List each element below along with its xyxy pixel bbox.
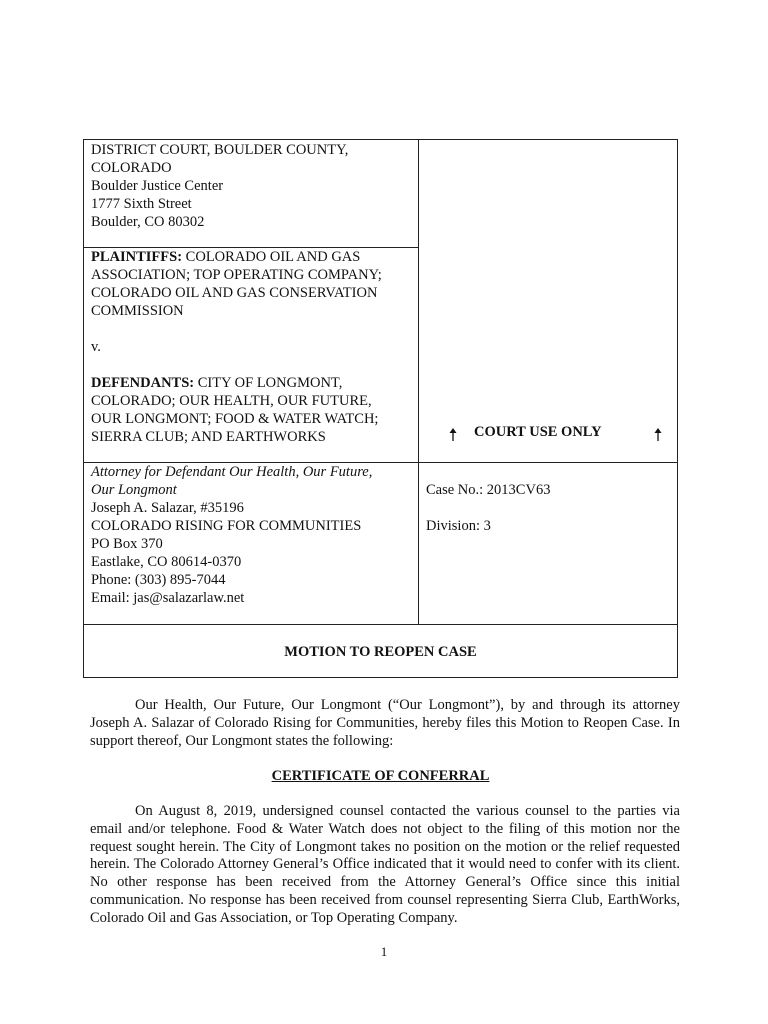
- defendants-line: COLORADO; OUR HEALTH, OUR FUTURE,: [91, 393, 372, 409]
- intro-paragraph: Our Health, Our Future, Our Longmont (“Our Longmont”), by and through its attorney Joseph A. Salazar of Colorado Rising for Communities, hereby files this Motion to Reopen Case. In support thereof, Our Longmont states the following:: [90, 697, 680, 749]
- spacer: [426, 499, 666, 517]
- court-use-label: COURT USE ONLY: [474, 424, 602, 440]
- court-line: 1777 Sixth Street: [91, 196, 192, 212]
- court-line: Boulder Justice Center: [91, 178, 224, 194]
- defendants-text: CITY OF LONGMONT,: [194, 375, 343, 391]
- versus-text: v.: [91, 339, 101, 355]
- defendants-line: SIERRA CLUB; AND EARTHWORKS: [91, 429, 326, 445]
- court-info-cell: [91, 141, 413, 231]
- attorney-email: Email: jas@salazarlaw.net: [91, 590, 245, 606]
- defendants-label: DEFENDANTS:: [91, 375, 195, 391]
- attorney-line: Eastlake, CO 80614-0370: [91, 554, 242, 570]
- plaintiffs-line: COMMISSION: [91, 303, 184, 319]
- attorney-role: Our Longmont: [91, 482, 177, 498]
- attorney-line: Joseph A. Salazar, #35196: [91, 500, 244, 516]
- court-line: Boulder, CO 80302: [91, 214, 205, 230]
- attorney-row-divider: [84, 624, 677, 625]
- division: Division: 3: [426, 518, 491, 534]
- court-use-only-box: [444, 424, 666, 444]
- page-number: 1: [380, 944, 388, 959]
- attorney-line: PO Box 370: [91, 536, 163, 552]
- attorney-phone: Phone: (303) 895-7044: [91, 572, 226, 588]
- up-arrow-icon: [449, 428, 457, 442]
- attorney-line: COLORADO RISING FOR COMMUNITIES: [91, 518, 362, 534]
- case-caption-table: [83, 139, 678, 678]
- court-line: DISTRICT COURT, BOULDER COUNTY,: [91, 142, 349, 158]
- conferral-heading: CERTIFICATE OF CONFERRAL: [271, 768, 490, 784]
- plaintiffs-line: ASSOCIATION; TOP OPERATING COMPANY;: [91, 267, 382, 283]
- motion-title: MOTION TO REOPEN CASE: [284, 644, 477, 660]
- court-line: COLORADO: [91, 160, 172, 176]
- attorney-role: Attorney for Defendant Our Health, Our Future,: [91, 464, 373, 480]
- spacer: [91, 320, 413, 338]
- plaintiffs-label: PLAINTIFFS:: [91, 249, 183, 265]
- plaintiffs-line: COLORADO OIL AND GAS CONSERVATION: [91, 285, 378, 301]
- defendants-line: [91, 374, 413, 392]
- plaintiffs-line: [91, 248, 413, 266]
- attorney-info-cell: [91, 463, 413, 607]
- caption-column-divider: [418, 140, 419, 624]
- parties-cell: [91, 248, 413, 446]
- up-arrow-icon: [654, 428, 662, 442]
- case-number: Case No.: 2013CV63: [426, 482, 551, 498]
- conferral-paragraph: On August 8, 2019, undersigned counsel contacted the various counsel to the parties via email and/or telephone. Food & Water Watch does not object to the filing of this motion nor the request sought herein. The City of Longmont takes no position on the motion or the relief requested herein. The Colorado Attorney General’s Office indicated that it would need to confer with its client. No other response has been received from the Attorney General’s Office since this initial communication. No response has been received from counsel representing Sierra Club, EarthWorks, Colorado Oil and Gas Association, or Top Operating Company.: [90, 803, 680, 926]
- plaintiffs-text: COLORADO OIL AND GAS: [182, 249, 361, 265]
- spacer: [91, 356, 413, 374]
- defendants-line: OUR LONGMONT; FOOD & WATER WATCH;: [91, 411, 379, 427]
- case-info-cell: [426, 481, 666, 535]
